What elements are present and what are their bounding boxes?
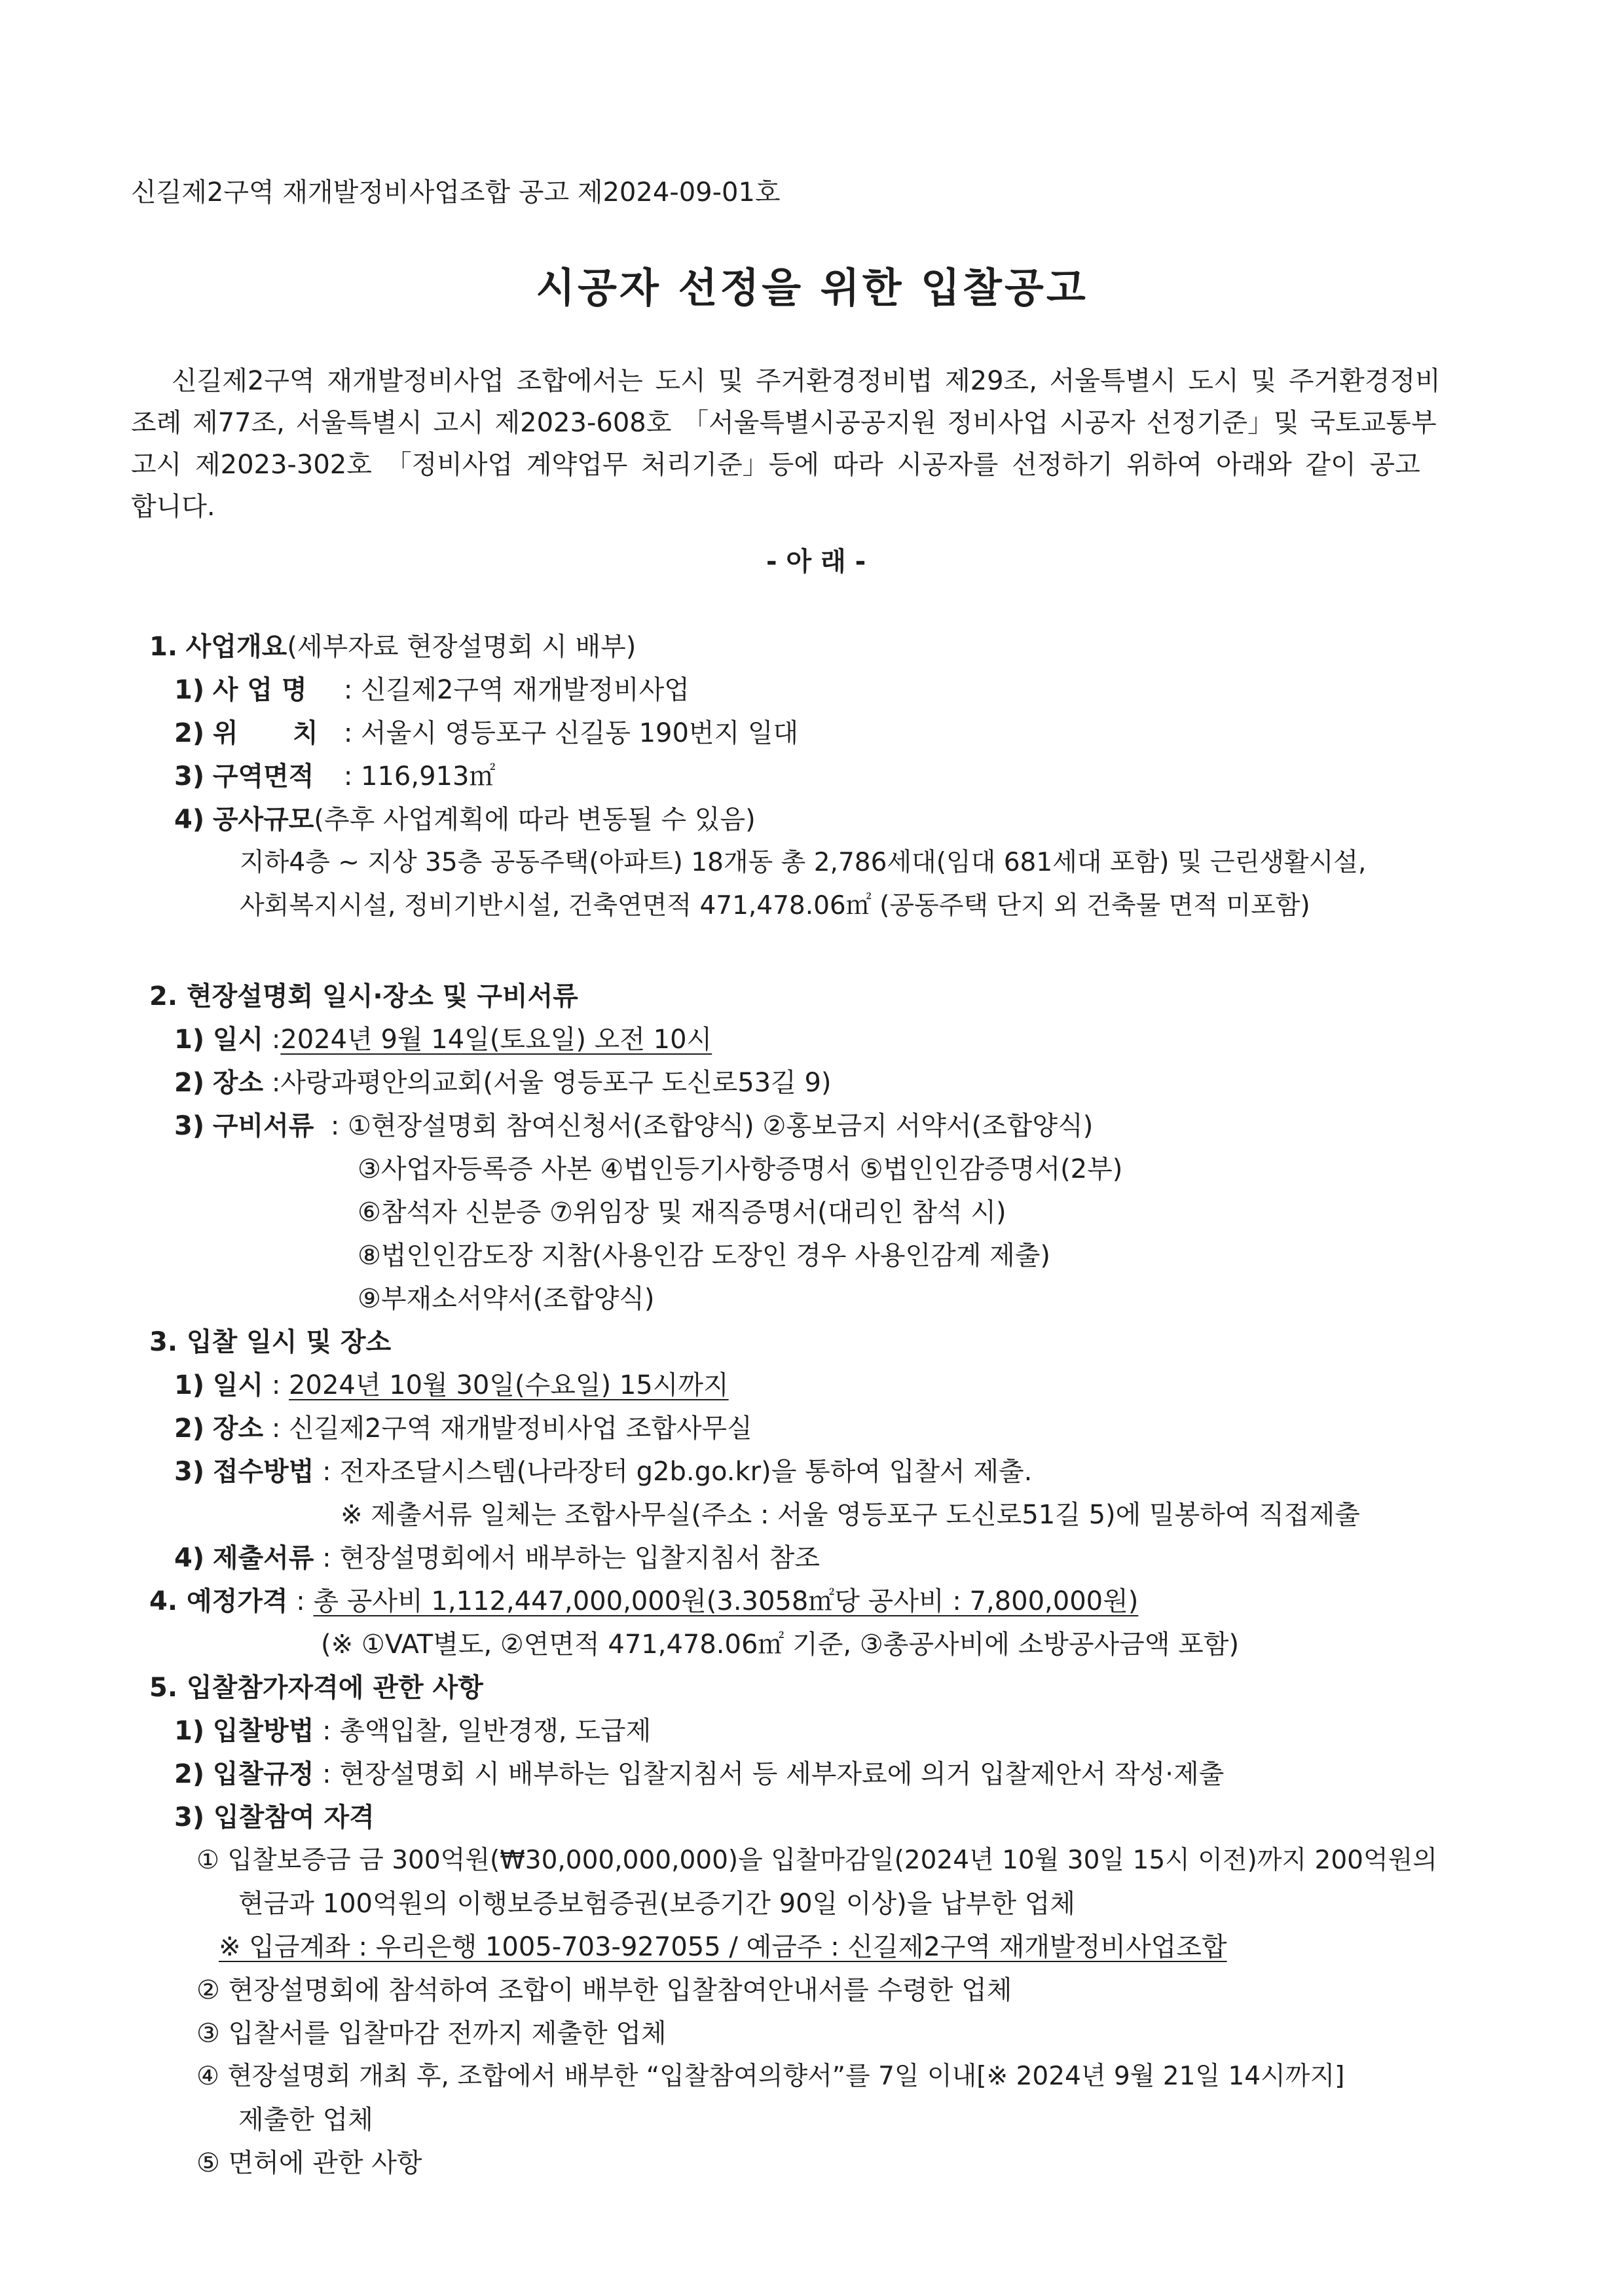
s3-item-4-number: 4) [174,1543,205,1573]
section-4-heading: 4. 예정가격 [149,1586,288,1616]
qualification-1-line-1 [196,1841,1437,1880]
s2-docs-line-5: ⑨부재소서약서(조합양식) [358,1284,655,1314]
estimated-price-note: (※ ①VAT별도, ②연면적 471,478.06㎡ 기준, ③총공사비에 소방공사금액 포함) [321,1630,1240,1660]
qualification-4-text: 현장설명회 개최 후, 조합에서 배부한 “입찰참여의향서”를 7일 이내[※ 2024년 9월 21일 14시까지] [227,2062,1345,2091]
intro-line-2: 조례 제77조, 서울특별시 고시 제2023-608호 「서울특별시공공지원 정비사업 시공자 선정기준」및 국토교통부 [131,408,1437,438]
s5-item-2-value: : 현장설명회 시 배부하는 입찰지침서 등 세부자료에 의거 입찰제안서 작성·제출 [322,1759,1225,1789]
s3-item-1 [174,1366,729,1405]
notice-number: 신길제2구역 재개발정비사업조합 공고 제2024-09-01호 [131,177,781,208]
s5-item-2 [174,1755,1224,1794]
qualification-4-line-2: 제출한 업체 [238,2105,373,2135]
s2-item-2-value: :사랑과평안의교회(서울 영등포구 도신로53길 9) [271,1068,832,1098]
s2-item-1-label: 일시 [212,1025,264,1055]
s2-item-1-value: 2024년 9월 14일(토요일) 오전 10시 [280,1025,712,1055]
s1-item-1-number: 1) [174,675,205,705]
s2-item-2 [174,1063,832,1102]
s5-item-2-label: 입찰규정 [212,1759,314,1789]
s2-docs-line-4: ⑧법인인감도장 지참(사용인감 도장인 경우 사용인감계 제출) [358,1241,1051,1271]
qualification-3 [196,2014,667,2053]
qualification-3-text: 입찰서를 입찰마감 전까지 제출한 업체 [228,2018,667,2049]
s1-item-2-number: 2) [174,718,205,748]
s1-item-1-label: 사 업 명 [212,675,307,705]
section-1-number: 1. [149,632,178,662]
section-1-title: 사업개요 [185,632,287,662]
s1-item-1-value: : 신길제2구역 재개발정비사업 [343,675,690,705]
deposit-account: ※ 입금계좌 : 우리은행 1005-703-927055 / 예금주 : 신길제2구역 재개발정비사업조합 [219,1932,1227,1962]
section-4 [149,1582,1138,1621]
s1-item-4-note: (추후 사업계획에 따라 변동될 수 있음) [314,805,756,835]
s2-item-2-label: 장소 [212,1068,264,1098]
qualification-2 [196,1971,1012,2010]
s2-item-1-colon: : [271,1025,281,1055]
s3-item-4-value: : 현장설명회에서 배부하는 입찰지침서 참조 [322,1543,820,1573]
s1-item-4-label: 공사규모 [212,805,314,835]
s2-item-1 [174,1020,712,1059]
qualification-5 [196,2143,422,2183]
s1-scale-line-1: 지하4층 ~ 지상 35층 공동주택(아파트) 18개동 총 2,786세대(임대 681세대 포함) 및 근린생활시설, [240,848,1367,877]
section-3-heading: 3. 입찰 일시 및 장소 [149,1327,392,1357]
s1-item-4-number: 4) [174,805,205,835]
s3-item-1-colon: : [271,1370,281,1400]
page-title: 시공자 선정을 위한 입찰공고 [536,264,1088,312]
s1-scale-line-2: 사회복지시설, 정비기반시설, 건축연면적 471,478.06㎡ (공동주택 단지 외 건축물 면적 미포함) [240,891,1310,920]
s1-item-4 [174,800,756,839]
section-2-heading: 2. 현장설명회 일시·장소 및 구비서류 [149,981,578,1011]
below-marker: - 아 래 - [766,547,866,577]
s1-item-1 [174,670,690,710]
s2-item-3 [174,1106,1093,1146]
s1-item-2-value: : 서울시 영등포구 신길동 190번지 일대 [343,718,799,748]
s3-item-1-value: 2024년 10월 30일(수요일) 15시까지 [289,1370,729,1400]
s2-item-3-number: 3) [174,1111,205,1141]
s1-item-3-number: 3) [174,761,205,792]
intro-line-4: 합니다. [131,492,215,522]
section-5-heading: 5. 입찰참가자격에 관한 사항 [149,1673,483,1703]
s3-item-2-label: 장소 [212,1413,264,1444]
s2-docs-line-1: : ①현장설명회 참여신청서(조합양식) ②홍보금지 서약서(조합양식) [330,1111,1094,1141]
s3-item-3-number: 3) [174,1457,205,1487]
s2-item-2-number: 2) [174,1068,205,1098]
s2-docs-line-2: ③사업자등록증 사본 ④법인등기사항증명서 ⑤법인인감증명서(2부) [358,1154,1123,1184]
section-1-note: (세부자료 현장설명회 시 배부) [287,632,637,662]
section-4-colon: : [296,1586,305,1616]
qualification-1-line-2: 현금과 100억원의 이행보증보험증권(보증기간 90일 이상)을 납부한 업체 [238,1889,1076,1919]
s1-item-2 [174,714,798,753]
section-1-heading [149,627,636,666]
s5-item-3-heading: 3) 입찰참여 자격 [174,1802,375,1832]
intro-line-3: 고시 제2023-302호 「정비사업 계약업무 처리기준」등에 따라 시공자를 선정하기 위하여 아래와 같이 공고 [131,450,1420,480]
s3-item-1-number: 1) [174,1370,205,1400]
s1-item-3-value: : 116,913㎡ [343,761,496,792]
s3-item-4 [174,1539,820,1578]
estimated-price: 총 공사비 1,112,447,000,000원(3.3058㎡당 공사비 : 7,800,000원) [313,1586,1139,1616]
s5-item-1 [174,1711,651,1751]
s3-item-3-value: : 전자조달시스템(나라장터 g2b.go.kr)을 통하여 입찰서 제출. [322,1457,1033,1487]
s3-item-1-label: 일시 [212,1370,264,1400]
qualification-4-line-1 [196,2057,1344,2096]
s3-item-4-label: 제출서류 [212,1543,314,1573]
s3-item-2-value: : 신길제2구역 재개발정비사업 조합사무실 [271,1413,752,1444]
s2-item-3-label: 구비서류 [212,1111,314,1141]
s5-item-1-number: 1) [174,1716,205,1746]
qualification-3-mark: ③ [196,2018,220,2049]
qualification-1-mark: ① [196,1846,219,1875]
qualification-5-mark: ⑤ [196,2148,220,2178]
s1-item-3-label: 구역면적 [212,761,314,792]
s2-item-1-number: 1) [174,1025,205,1055]
qualification-2-mark: ② [196,1975,220,2005]
intro-line-1: 신길제2구역 재개발정비사업 조합에서는 도시 및 주거환경정비법 제29조, 서울특별시 도시 및 주거환경정비 [172,366,1441,396]
s3-item-3-label: 접수방법 [212,1457,314,1487]
s5-item-1-label: 입찰방법 [212,1716,314,1746]
qualification-5-text: 면허에 관한 사항 [228,2148,422,2178]
qualification-4-mark: ④ [196,2062,219,2091]
qualification-2-text: 현장설명회에 참석하여 조합이 배부한 입찰참여안내서를 수령한 업체 [228,1975,1012,2005]
qualification-1-text: 입찰보증금 금 300억원(₩30,000,000,000)을 입찰마감일(2024년 10월 30일 15시 이전)까지 200억원의 [227,1846,1437,1875]
s3-item-3 [174,1452,1032,1491]
s5-item-1-value: : 총액입찰, 일반경쟁, 도급제 [322,1716,652,1746]
s1-item-3 [174,757,495,796]
s2-docs-line-3: ⑥참석자 신분증 ⑦위임장 및 재직증명서(대리인 참석 시) [358,1197,1006,1228]
s1-item-2-label: 위 치 [212,718,318,748]
s5-item-2-number: 2) [174,1759,205,1789]
s3-item-2 [174,1409,752,1448]
s3-submission-note: ※ 제출서류 일체는 조합사무실(주소 : 서울 영등포구 도신로51길 5)에 밀봉하여 직접제출 [341,1500,1360,1530]
s3-item-2-number: 2) [174,1413,205,1444]
